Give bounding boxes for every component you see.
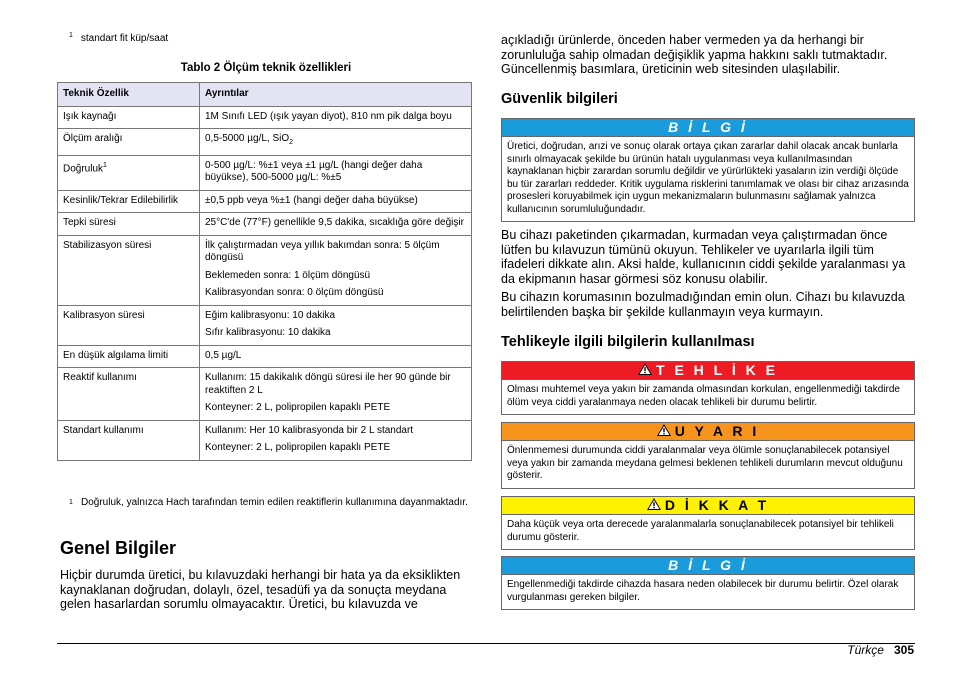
table-footnote — [69, 497, 469, 509]
warning-text: Önlenmemesi durumunda ciddi yaralanmalar veya ölümle sonuçlanabilecek potansiyel veya yakın bir zamanda meydana gelmesi beklenen tehlikeli durumların mevcut olduğunu gösterir. — [502, 440, 914, 488]
details-text: 0,5 µg/L — [205, 349, 242, 361]
table-row — [58, 129, 472, 156]
warning-box — [501, 422, 915, 489]
details-cell — [200, 235, 472, 305]
details-cell — [200, 190, 472, 213]
spec-table — [57, 82, 472, 461]
table-row — [58, 235, 472, 305]
caution-box — [501, 496, 915, 550]
danger-box — [501, 361, 915, 415]
notice-box-2 — [501, 556, 915, 610]
footer — [847, 643, 914, 657]
spec-cell: Kesinlik/Tekrar Edilebilirlik — [58, 190, 200, 213]
spec-cell: Tepki süresi — [58, 213, 200, 236]
notice-text: Engellenmediği takdirde cihazda hasara neden olabilecek bir durumu belirtir. Özel olarak vurgulanması gereken bilgiler. — [502, 574, 914, 609]
spec-text: Doğruluk — [63, 162, 104, 174]
footer-language: Türkçe — [847, 643, 884, 657]
table-row — [58, 305, 472, 345]
details-text: 1M Sınıfı LED (ışık yayan diyot), 810 nm pik dalga boyu — [205, 110, 452, 122]
right-top-text: açıkladığı ürünlerde, önceden haber vermeden ya da herhangi bir zorunluluğa sahip olmadan değişiklik yapma hakkını saklı tutmaktadır. Güncellenmiş basımlara, üreticinin web sitesinden ulaşılabilir. — [501, 33, 888, 76]
warning-label: U Y A R I — [674, 423, 760, 439]
details-text: 0-500 µg/L: %±1 veya ±1 µg/L (hangi değer daha büyükse), 500-5000 µg/L: %±5 — [205, 159, 423, 183]
details-cell — [200, 213, 472, 236]
details-text: Eğim kalibrasyonu: 10 dakika — [205, 309, 336, 321]
footnote-mark: 1 — [69, 32, 73, 39]
general-text: Hiçbir durumda üretici, bu kılavuzdaki herhangi bir hata ya da eksiklikten kaynaklanan doğrudan, dolaylı, özel, tesadüfi ya da sonuçta meydana gelen hasarlardan sorumlu olmayacaktır. Üretici, bu kılavuzda ve — [60, 568, 461, 611]
notice-label: B İ L G İ — [502, 557, 914, 574]
table-row — [58, 106, 472, 129]
details-cell — [200, 345, 472, 368]
details-cell — [200, 106, 472, 129]
hazard-heading: Tehlikeyle ilgili bilgilerin kullanılması — [501, 334, 755, 350]
details-text: Kullanım: Her 10 kalibrasyonda bir 2 L standart — [205, 424, 414, 436]
table-row — [58, 420, 472, 460]
notice-box — [501, 118, 915, 222]
warning-triangle-icon — [647, 498, 661, 510]
safety-heading: Güvenlik bilgileri — [501, 91, 618, 107]
table-header-row — [58, 83, 472, 107]
details-text: İlk çalıştırmadan veya yıllık bakımdan sonra: 5 ölçüm döngüsü — [205, 239, 440, 263]
top-footnote — [69, 33, 168, 44]
page-number: 305 — [893, 643, 914, 657]
details-text: 25°C'de (77°F) genellikle 9,5 dakika, sıcaklığa göre değişir — [205, 217, 464, 228]
spec-cell: Kalibrasyon süresi — [58, 305, 200, 345]
details-text: Sıfır kalibrasyonu: 10 dakika — [205, 327, 331, 338]
footnote-mark: 1 — [69, 499, 73, 506]
notice-label: B İ L G İ — [502, 119, 914, 136]
table-row — [58, 213, 472, 236]
spec-cell: Reaktif kullanımı — [58, 368, 200, 421]
table-row — [58, 345, 472, 368]
spec-cell — [58, 155, 200, 190]
details-text: Beklemeden sonra: 1 ölçüm döngüsü — [205, 269, 371, 281]
details-text: Kullanım: 15 dakikalık döngü süresi ile her 90 günde bir reaktiften 2 L — [205, 372, 451, 396]
general-heading: Genel Bilgiler — [60, 538, 177, 558]
danger-label: T E H L İ K E — [656, 362, 778, 378]
spec-cell: Stabilizasyon süresi — [58, 235, 200, 305]
danger-header — [502, 362, 914, 379]
details-text: 0,5-5000 µg/L, SiO — [205, 133, 290, 144]
details-text: ±0,5 ppb veya %±1 (hangi değer daha büyükse) — [205, 194, 418, 206]
caution-header — [502, 497, 914, 514]
safety-paragraph-1: Bu cihazı paketinden çıkarmadan, kurmadan veya çalıştırmadan önce lütfen bu kılavuzun tümünü okuyun. Tehlikeler ve uyarılarla ilgili tüm ifadeleri dikkate alın. Aksi halde, kullanıcının ciddi şekilde yaralanması ya da ekipmanın hasar görmesi söz konusu olabilir. — [501, 228, 906, 286]
details-text: Konteyner: 2 L, polipropilen kapaklı PETE — [205, 402, 391, 413]
table-row — [58, 155, 472, 190]
subscript: 2 — [289, 139, 294, 146]
table-caption: Tablo 2 Ölçüm teknik özellikleri — [180, 62, 352, 74]
notice-text: Üretici, doğrudan, arızi ve sonuç olarak ortaya çıkan zararlar dahil olacak ancak bunlarla sınırlı olmayacak şekilde bu ürünün hatalı uygulanması veya kullanılmasından kaynaklanan hiçbir zarardan sorumlu değildir ve yürürlükteki yasaların izin verdiği ölçüde bu tür zararları reddeder. Kritik uygulama risklerini tanımlamak ve olası bir cihaz arızasında prosesleri koruyabilmek için uygun mekanizmaların bulunmasını sağlamak yalnızca kullanıcının sorumluluğundadır. — [502, 136, 914, 221]
footnote-ref: 1 — [103, 161, 107, 169]
caution-label: D İ K K A T — [664, 497, 770, 513]
details-cell — [200, 305, 472, 345]
footnote-text: standart fit küp/saat — [80, 33, 169, 44]
details-cell — [200, 368, 472, 421]
caution-text: Daha küçük veya orta derecede yaralanmalarla sonuçlanabilecek potansiyel bir tehlikeli durumu gösterir. — [502, 514, 914, 549]
footnote-text: Doğruluk, yalnızca Hach tarafından temin edilen reaktiflerin kullanımına dayanmaktadır. — [81, 497, 468, 508]
details-cell — [200, 420, 472, 460]
header-spec: Teknik Özellik — [58, 83, 200, 107]
warning-triangle-icon — [657, 424, 671, 436]
spec-cell: Standart kullanımı — [58, 420, 200, 460]
table-row — [58, 368, 472, 421]
details-cell — [200, 129, 472, 156]
header-details: Ayrıntılar — [200, 83, 472, 107]
warning-triangle-icon — [638, 363, 652, 375]
footer-divider — [57, 643, 915, 644]
warning-header — [502, 423, 914, 440]
table-row — [58, 190, 472, 213]
danger-text: Olması muhtemel veya yakın bir zamanda olmasından korkulan, engellenmediği takdirde ölüm veya ciddi yaralanmaya neden olacak tehlikeli bir durumu belirtir. — [502, 379, 914, 414]
details-text: Kalibrasyondan sonra: 0 ölçüm döngüsü — [205, 287, 384, 298]
details-text: Konteyner: 2 L, polipropilen kapaklı PETE — [205, 442, 391, 453]
safety-paragraph-2: Bu cihazın korumasının bozulmadığından emin olun. Cihazı bu kılavuzda belirtilenden başka bir şekilde kullanmayın veya kurmayın. — [501, 290, 905, 319]
spec-cell: En düşük algılama limiti — [58, 345, 200, 368]
details-cell — [200, 155, 472, 190]
spec-cell: Işık kaynağı — [58, 106, 200, 129]
spec-cell: Ölçüm aralığı — [58, 129, 200, 156]
